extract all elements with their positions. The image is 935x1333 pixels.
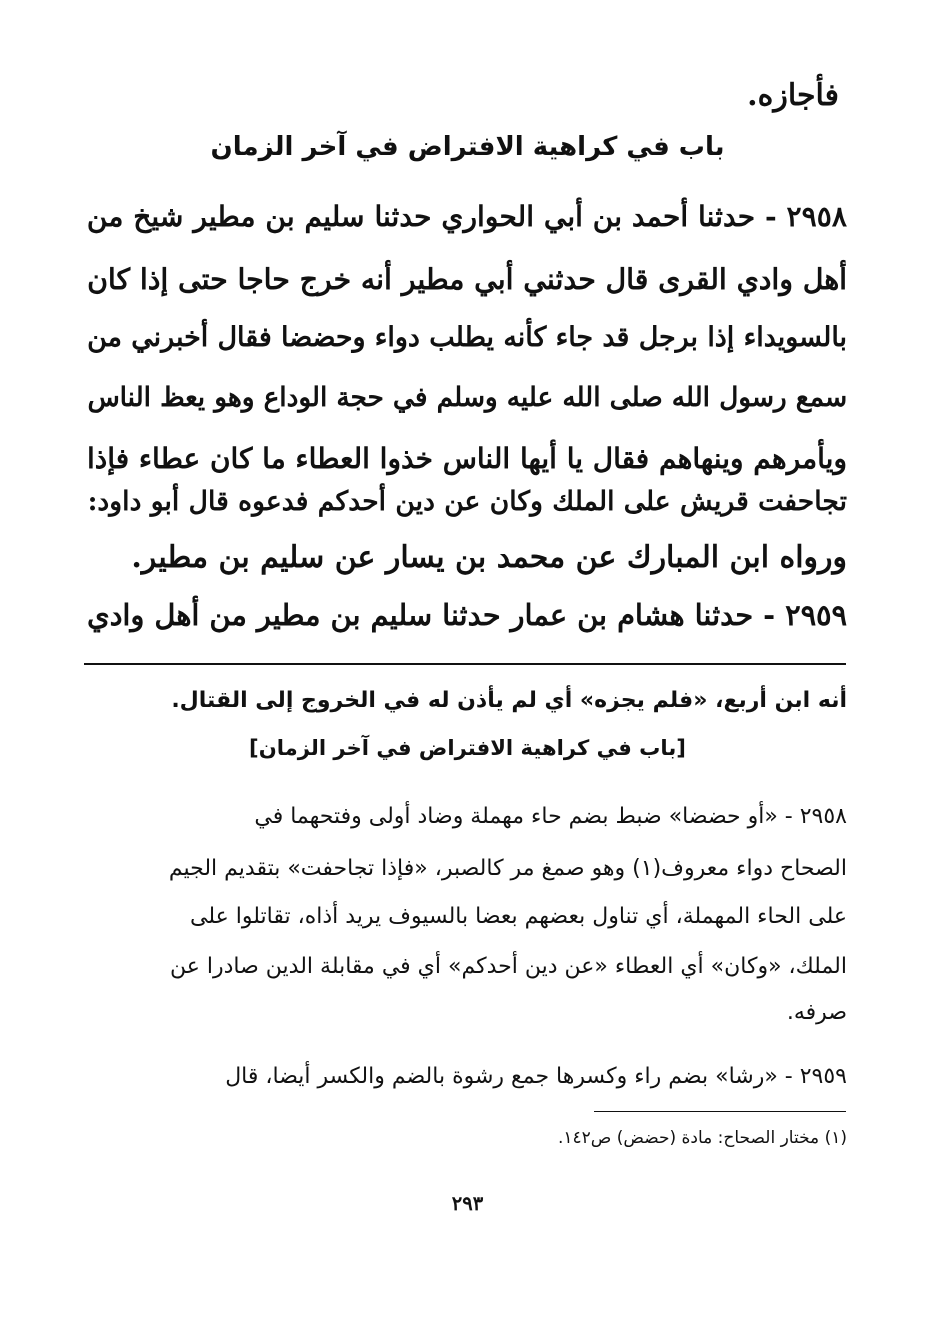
commentary-line: على الحاء المهملة، أي تناول بعضهم بعضا بالسيوف يريد أذاه، تقاتلوا على <box>190 904 847 929</box>
footnote: (١) مختار الصحاح: مادة (حضض) ص١٤٢. <box>557 1128 847 1148</box>
commentary-line: الملك، «وكان» أي العطاء «عن دين أحدكم» أي في مقابلة الدين صادرا عن <box>170 954 847 979</box>
chapter-heading: باب في كراهية الافتراض في آخر الزمان <box>210 132 725 162</box>
top-line: فأجازه. <box>747 78 839 113</box>
section-divider <box>84 663 846 665</box>
hadith-line: بالسويداء إذا برجل قد جاء كأنه يطلب دواء وحضضا فقال أخبرني من <box>87 322 847 353</box>
hadith-line: أهل وادي القرى قال حدثني أبي مطير أنه خرج حاجا حتى إذا كان <box>87 262 847 296</box>
commentary-line: أنه ابن أربع، «فلم يجزه» أي لم يأذن له في الخروج إلى القتال. <box>171 688 847 713</box>
footnote-divider <box>594 1111 846 1112</box>
commentary-line: صرفه. <box>786 1000 847 1025</box>
hadith-line: تجاحفت قريش على الملك وكان عن دين أحدكم فدعوه قال أبو داود: <box>87 486 847 517</box>
commentary-line: ٢٩٥٨ - «أو حضضا» ضبط بضم حاء مهملة وضاد أولى وفتحهما في <box>254 804 847 829</box>
hadith-line: ٢٩٥٩ - حدثنا هشام بن عمار حدثنا سليم بن مطير من أهل وادي <box>87 598 847 632</box>
hadith-line: ويأمرهم وينهاهم فقال يا أيها الناس خذوا العطاء ما كان عطاء فإذا <box>86 442 847 475</box>
hadith-line: ورواه ابن المبارك عن محمد بن يسار عن سليم بن مطير. <box>131 540 847 575</box>
commentary-line: ٢٩٥٩ - «رشا» بضم راء وكسرها جمع رشوة بالضم والكسر أيضا، قال <box>225 1064 847 1089</box>
hadith-line: ٢٩٥٨ - حدثنا أحمد بن أبي الحواري حدثنا سليم بن مطير شيخ من <box>86 200 847 233</box>
commentary-heading: [باب في كراهية الافتراض في آخر الزمان] <box>249 735 686 760</box>
page-number: ٢٩٣ <box>451 1192 484 1215</box>
commentary-line: الصحاح دواء معروف(١) وهو صمغ مر كالصبر، «فإذا تجاحفت» بتقديم الجيم <box>168 856 847 881</box>
hadith-line: سمع رسول الله صلى الله عليه وسلم في حجة الوداع وهو يعظ الناس <box>87 382 847 413</box>
